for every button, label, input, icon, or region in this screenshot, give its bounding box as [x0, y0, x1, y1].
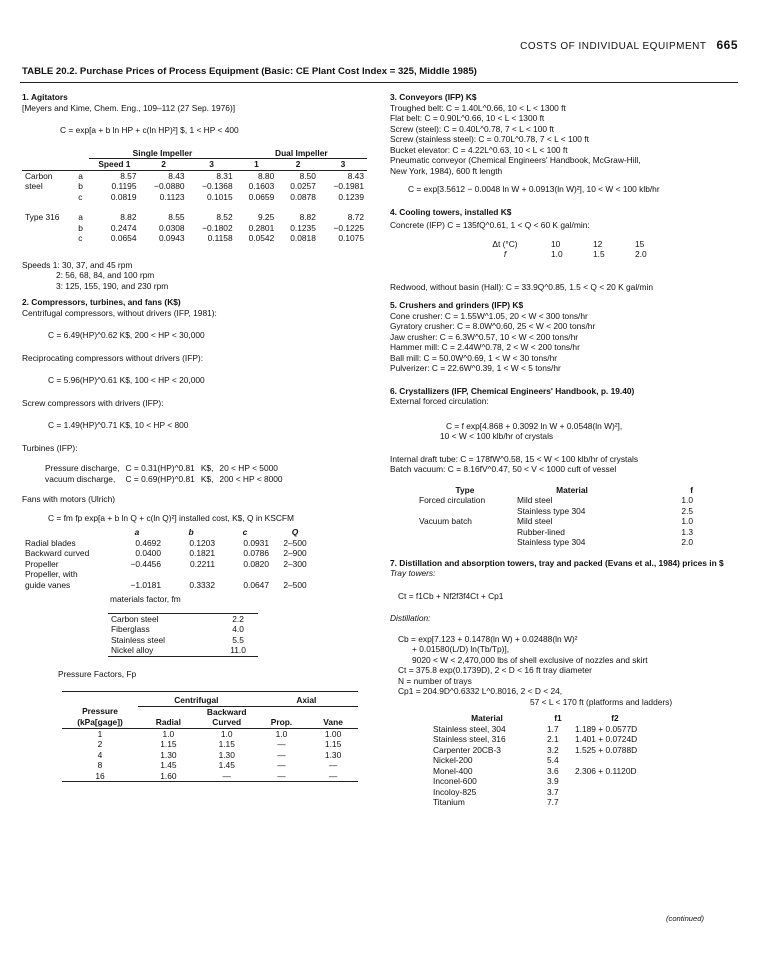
conveyor-line: Troughed belt: C = 1.40L^0.66, 10 < L < 1300 ft [390, 102, 566, 113]
table-cell: — [277, 749, 286, 760]
table-cell: 4.0 [232, 624, 244, 634]
mat-col: f2 [611, 713, 619, 723]
table-cell: 0.1203 [189, 537, 215, 548]
table-cell: 0.0659 [248, 191, 275, 202]
table-cell: 0.0819 [110, 191, 137, 202]
table-cell [110, 569, 164, 580]
materials-label: materials factor, fm [110, 594, 181, 604]
agitators-ref: [Meyers and Kime, Chem. Eng., 109–112 (27 Sep. 1976)] [22, 102, 236, 113]
f-value: 1.5 [593, 249, 605, 259]
single-impeller-header: Single Impeller [89, 148, 235, 159]
cb-line2: + 0.01580(L/D) ln(Tb/Tp)], [412, 644, 510, 654]
cryst-col: f [690, 484, 693, 495]
speeds-3: 3: 125, 155, 190, and 230 rpm [56, 280, 169, 291]
table-row [22, 223, 367, 234]
table-cell: a [78, 212, 83, 222]
running-header [520, 38, 738, 54]
mat-col: f1 [554, 713, 562, 723]
pneumatic-equation: C = exp[3.5612 − 0.0048 ln W + 0.0913(ln W)²], 10 < W < 100 klb/hr [408, 184, 660, 194]
table-cell: 0.2211 [190, 558, 215, 569]
table-cell [218, 569, 272, 580]
agitators-body [22, 170, 367, 244]
crusher-line: Ball mill: C = 50.0W^0.69, 1 < W < 30 tons/hr [390, 352, 558, 363]
table-row [430, 724, 658, 735]
screw-equation: C = 1.49(HP)^0.71 K$, 10 < HP < 800 [48, 420, 189, 430]
table-cell: 8 [97, 760, 103, 770]
table-cell: 8.82 [120, 212, 137, 222]
table-cell: 1.60 [160, 770, 177, 781]
table-cell: 1.401 + 0.0724D [575, 734, 638, 744]
table-cell: 1.0 [681, 516, 693, 526]
table-cell: 1.7 [547, 723, 559, 734]
table-cell: 0.1158 [207, 233, 233, 243]
table-title: TABLE 20.2. Purchase Prices of Process Equipment (Basic: CE Plant Cost Index = 325, Middle 1985) [22, 66, 477, 77]
table-cell: 3.2 [547, 744, 559, 755]
conveyor-lines [390, 103, 738, 177]
table-cell: 0.3332 [189, 579, 215, 590]
table-cell: 4 [97, 749, 103, 760]
table-cell: 1.45 [218, 760, 235, 770]
table-cell: 1.30 [218, 749, 235, 760]
axial-group: Axial [255, 692, 358, 707]
col-header: 1 [254, 159, 259, 169]
table-row [42, 463, 286, 474]
table-row [416, 527, 696, 538]
table-row [62, 728, 358, 739]
table-cell: Stainless steel, 304 [433, 723, 506, 734]
crusher-line: Jaw crusher: C = 6.3W^0.57, 10 < W < 200 tons/hr [390, 331, 579, 342]
table-cell: 3.6 [547, 765, 559, 776]
table-cell: — [222, 770, 231, 781]
centrifugal-label: Centrifugal compressors, without drivers (IFP, 1981): [22, 307, 217, 318]
table-cell: 1.525 + 0.0788D [575, 744, 638, 755]
crusher-line: Hammer mill: C = 2.44W^0.78, 2 < W < 200 tons/hr [390, 342, 580, 352]
table-cell: −0.1368 [202, 181, 233, 191]
table-cell: 1.30 [160, 749, 177, 760]
table-row [430, 797, 658, 808]
table-row [42, 474, 286, 485]
table-cell: 8.50 [299, 170, 316, 181]
page-number: 665 [716, 38, 738, 52]
table-cell: Mild steel [517, 495, 553, 505]
agitators-heading: 1. Agitators [22, 92, 68, 102]
table-cell: 0.1239 [338, 191, 364, 202]
table-cell: Nickel-200 [433, 755, 473, 765]
table-row [22, 580, 318, 591]
table-cell: 8.43 [168, 170, 185, 181]
table-cell: 1.00 [324, 728, 342, 739]
table-cell: 1 [97, 728, 103, 739]
table-cell: 1.15 [218, 739, 235, 749]
crystallizer-eq1: C = f exp[4.868 + 0.3092 ln W + 0.0548(ln W)²], [446, 420, 623, 431]
compressors-heading: 2. Compressors, turbines, and fans (K$) [22, 297, 181, 307]
table-cell [22, 192, 75, 203]
table-cell [416, 537, 514, 548]
crystallizers-heading: 6. Crystallizers (IFP, Chemical Engineers' Handbook, p. 19.40) [390, 385, 635, 396]
centrifugal-group: Centrifugal [138, 692, 255, 707]
fan-col: Q [291, 527, 299, 537]
table-row [430, 755, 658, 766]
right-column [390, 92, 738, 808]
table-cell: Vacuum batch [419, 516, 472, 526]
table-cell: Type 316 [25, 212, 60, 222]
table-cell [416, 506, 514, 517]
distillation-label: Distillation: [390, 613, 431, 623]
table-row [22, 181, 367, 192]
table-row [62, 771, 358, 782]
table-cell: Stainless type 304 [517, 537, 586, 547]
crystallizer-eq2: 10 < W < 100 klb/hr of crystals [440, 431, 554, 441]
table-cell: 2.0 [681, 537, 693, 547]
table-cell: 0.1235 [290, 222, 316, 233]
cb-line1: Cb = exp[7.123 + 0.1478(ln W) + 0.02488(ln W)² [398, 633, 578, 644]
fans-label: Fans with motors (Ulrich) [22, 494, 116, 504]
pf-head: Pressure (kPa[gage]) [77, 706, 123, 727]
table-cell: — [277, 760, 286, 770]
conveyor-line: Screw (steel): C = 0.40L^0.78, 7 < L < 100 ft [390, 123, 554, 134]
table-cell: K$, [200, 473, 214, 484]
table-cell: 2.1 [547, 734, 559, 744]
table-cell: 20 < HP < 5000 [219, 463, 278, 473]
dt-value: 15 [635, 238, 645, 249]
table-cell: Propeller [25, 558, 59, 569]
table-cell: 0.1075 [338, 233, 364, 243]
table-cell [416, 527, 514, 538]
table-row [22, 559, 318, 570]
pressure-table [62, 691, 358, 782]
recip-label: Reciprocating compressors without drivers (IFP): [22, 352, 204, 363]
fans-table [22, 527, 318, 590]
col-header: 2 [295, 159, 301, 169]
table-cell: Backward curved [25, 548, 90, 558]
table-cell [22, 223, 75, 234]
table-cell [572, 787, 658, 798]
table-cell: vacuum discharge, [45, 473, 116, 484]
table-cell: — [328, 770, 338, 781]
table-cell: Incoloy-825 [433, 786, 477, 797]
table-row [430, 787, 658, 798]
batch-line: Batch vacuum: C = 8.16fV^0.47, 50 < V < 1000 cuft of vessel [390, 464, 617, 474]
screw-label: Screw compressors with drivers (IFP): [22, 397, 164, 408]
fans-equation: C = fm fp exp[a + b ln Q + c(ln Q)²] installed cost, K$, Q in KSCFM [48, 512, 294, 523]
table-row [108, 624, 258, 635]
table-row [62, 750, 358, 761]
tray-equation: Ct = f1Cb + Nf2f3f4Ct + Cp1 [398, 590, 504, 601]
dual-impeller-header: Dual Impeller [236, 148, 367, 159]
table-cell: Radial blades [25, 537, 76, 548]
conveyors-heading: 3. Conveyors (IFP) K$ [390, 92, 477, 102]
table-cell: K$, [200, 463, 214, 473]
distillation-heading: 7. Distillation and absorption towers, tray and packed (Evans et al., 1984) prices in $ [390, 557, 724, 568]
table-row [430, 734, 658, 745]
agitators-table [22, 148, 367, 244]
table-cell: C = 0.69(HP)^0.81 [125, 473, 195, 484]
table-cell: — [277, 770, 286, 781]
crusher-line: Gyratory crusher: C = 8.0W^0.60, 25 < W < 200 tons/hr [390, 321, 596, 331]
table-row [22, 538, 318, 549]
table-row [430, 766, 658, 777]
table-row [416, 537, 696, 548]
crusher-line: Pulverizer: C = 22.6W^0.39, 1 < W < 5 tons/hr [390, 363, 561, 373]
dt-label: Δt (°C) [492, 238, 518, 249]
table-cell: Inconel-600 [433, 776, 477, 786]
table-cell: b [78, 181, 83, 191]
fan-col: c [242, 527, 248, 537]
table-row [430, 745, 658, 756]
cp2-line: 57 < L < 170 ft (platforms and ladders) [530, 696, 673, 707]
table-cell: 0.1015 [207, 191, 233, 202]
table-cell [572, 797, 658, 808]
pressure-label: Pressure Factors, Fp [58, 668, 137, 679]
table-cell: steel [25, 181, 43, 191]
table-cell: Nickel alloy [111, 645, 154, 655]
table-cell [272, 569, 318, 580]
table-row [22, 202, 367, 223]
table-cell: 0.0400 [135, 548, 161, 558]
tray-label: Tray towers: [390, 568, 436, 578]
table-cell: −0.1981 [333, 181, 364, 191]
table-row [416, 506, 696, 517]
recip-equation: C = 5.96(HP)^0.61 K$, 100 < HP < 20,000 [48, 375, 205, 385]
left-column [22, 92, 367, 782]
table-cell: 0.0308 [158, 222, 185, 233]
crusher-line: Cone crusher: C = 1.55W^1.05, 20 < W < 300 tons/hr [390, 310, 588, 321]
table-cell: Fiberglass [111, 624, 150, 634]
table-cell: c [78, 191, 83, 202]
table-cell: 0.0931 [243, 537, 269, 548]
table-row [62, 760, 358, 771]
centrifugal-equation: C = 6.49(HP)^0.62 K$, 200 < HP < 30,000 [48, 330, 205, 340]
table-cell: 200 < HP < 8000 [219, 473, 283, 484]
speeds-2: 2: 56, 68, 84, and 100 rpm [56, 270, 155, 280]
pf-head: Backward Curved [206, 706, 247, 727]
table-row [416, 516, 696, 527]
table-cell: Stainless type 304 [517, 505, 586, 516]
cryst-col: Type [455, 484, 475, 495]
table-cell: 0.0818 [290, 233, 316, 243]
table-cell: 1.30 [324, 749, 342, 760]
dt-value: 12 [593, 238, 603, 249]
cooling-heading: 4. Cooling towers, installed K$ [390, 206, 512, 217]
table-cell [164, 569, 218, 580]
table-cell: 0.0878 [290, 191, 316, 202]
table-cell: guide vanes [25, 579, 71, 590]
table-cell: Carbon [25, 170, 53, 181]
table-cell: −0.4456 [130, 558, 161, 569]
col-header: 3 [209, 159, 214, 169]
table-cell [572, 776, 658, 787]
table-row [430, 776, 658, 787]
table-cell: 0.1195 [111, 181, 137, 191]
table-cell: Titanium [433, 797, 465, 807]
table-cell: 1.15 [160, 739, 177, 749]
table-row [62, 739, 358, 750]
table-cell: 5.4 [547, 755, 559, 765]
table-cell: 3.7 [547, 786, 559, 797]
table-cell: Stainless steel [111, 634, 165, 645]
crusher-lines [390, 311, 738, 374]
table-row [108, 613, 258, 624]
table-cell: 3.9 [547, 776, 559, 786]
table-cell: 2–900 [283, 548, 307, 558]
table-row [22, 548, 318, 559]
conveyor-line: Flat belt: C = 0.90L^0.66, 10 < L < 1300 ft [390, 113, 545, 123]
table-row [22, 192, 367, 203]
col-header: 2 [161, 159, 166, 169]
table-cell: 1.0 [681, 495, 693, 505]
table-cell: 1.189 + 0.0577D [575, 723, 638, 734]
table-cell: 0.0654 [110, 233, 137, 243]
continued-note: (continued) [666, 914, 704, 923]
table-cell: 8.82 [299, 212, 316, 222]
table-cell: Carpenter 20CB-3 [433, 744, 501, 755]
fan-col: a [134, 527, 140, 537]
cp1-line: Cp1 = 204.9D^0.6332 L^0.8016, 2 < D < 24, [398, 686, 563, 696]
table-cell: Propeller, with [25, 569, 78, 579]
conveyor-line: New York, 1984), 600 ft length [390, 165, 503, 176]
table-cell: 0.1603 [248, 181, 275, 191]
col-header: 3 [340, 159, 346, 169]
table-cell: Monel-400 [433, 765, 473, 776]
table-cell: — [277, 739, 286, 749]
table-cell: 8.57 [120, 170, 137, 181]
table-cell: 0.0786 [243, 548, 269, 558]
f-value: 2.0 [635, 249, 647, 259]
table-row [22, 233, 367, 244]
cb-line3: 9020 < W < 2,470,000 lbs of shell exclusive of nozzles and skirt [412, 654, 648, 665]
crushers-heading: 5. Crushers and grinders (IFP) K$ [390, 300, 524, 310]
external-label: External forced circulation: [390, 396, 489, 406]
table-cell: 0.4692 [135, 537, 161, 548]
table-cell: 1.0 [220, 728, 233, 739]
fan-col: b [188, 527, 194, 537]
pf-head: Prop. [270, 717, 293, 727]
f-value: 1.0 [551, 249, 563, 259]
table-cell: Forced circulation [419, 495, 486, 505]
crystallizer-table [416, 485, 696, 548]
pf-head: Vane [323, 717, 343, 727]
table-cell: −0.0880 [154, 181, 185, 191]
table-cell: 2.306 + 0.1120D [575, 765, 637, 776]
table-cell: 2.2 [232, 613, 244, 624]
table-cell: 8.31 [216, 170, 233, 181]
table-cell: 0.0257 [290, 181, 316, 191]
table-cell: 2–500 [283, 579, 307, 590]
conveyor-line: Pneumatic conveyor (Chemical Engineers' Handbook, McGraw-Hill, [390, 155, 641, 165]
table-cell: 2 [97, 739, 103, 749]
table-cell: 5.5 [232, 634, 244, 645]
table-cell: 1.0 [275, 728, 288, 739]
table-cell: 0.1123 [159, 191, 185, 202]
table-row [22, 569, 318, 580]
table-cell: 7.7 [547, 797, 559, 807]
table-cell: 9.25 [257, 212, 275, 222]
table-cell [22, 233, 75, 244]
table-cell: 1.0 [162, 728, 175, 739]
table-cell: Mild steel [517, 516, 553, 526]
table-cell: 2.5 [681, 505, 693, 516]
mat-col: Material [471, 713, 503, 723]
table-cell: 0.2801 [248, 222, 275, 233]
table-cell: 2–500 [283, 537, 307, 548]
table-cell: C = 0.31(HP)^0.81 [125, 463, 195, 473]
table-cell: Rubber-lined [517, 526, 565, 537]
table-cell: 8.55 [168, 212, 185, 222]
dt-value: 10 [551, 238, 561, 249]
table-cell: 0.0647 [243, 579, 269, 590]
table-cell: 8.72 [347, 212, 364, 222]
cryst-col: Material [556, 484, 588, 495]
table-cell: b [78, 222, 83, 233]
table-cell: 8.52 [216, 212, 233, 222]
table-cell: 2–300 [283, 558, 307, 569]
table-cell: 1.3 [681, 526, 693, 537]
pf-head: Radial [155, 717, 181, 727]
turbines-label: Turbines (IFP): [22, 442, 78, 453]
internal-line: Internal draft tube: C = 178fW^0.58, 15 < W < 100 klb/hr of crystals [390, 453, 639, 464]
table-row [416, 495, 696, 506]
f-label: f [503, 249, 507, 259]
col-header: Speed 1 [98, 159, 131, 169]
table-row [108, 635, 258, 646]
distillation-material-table [430, 713, 658, 808]
table-cell: — [328, 760, 338, 770]
table-cell: c [78, 233, 83, 243]
ct-line: Ct = 375.8 exp(0.1739D), 2 < D < 16 ft tray diameter [398, 665, 592, 675]
table-cell: 11.0 [230, 645, 246, 655]
table-cell: 8.80 [257, 170, 275, 181]
table-cell: −1.0181 [130, 579, 161, 590]
table-row [108, 645, 258, 656]
table-cell: 1.45 [160, 760, 177, 770]
table-cell: 1.15 [324, 739, 342, 749]
table-cell: a [78, 170, 83, 181]
running-title: COSTS OF INDIVIDUAL EQUIPMENT [520, 41, 707, 52]
table-cell: 0.0820 [243, 558, 269, 569]
materials-table [108, 613, 258, 657]
table-cell: 8.43 [347, 170, 364, 181]
table-cell: 0.2474 [110, 222, 137, 233]
table-cell: 0.0542 [248, 233, 275, 243]
table-cell [572, 755, 658, 766]
conveyor-line: Bucket elevator: C = 4.22L^0.63, 10 < L < 100 ft [390, 144, 568, 155]
turbines-table [42, 463, 286, 484]
concrete-line: Concrete (IFP) C = 135fQ^0.61, 1 < Q < 60 K gal/min: [390, 220, 590, 230]
table-cell: 0.0943 [158, 233, 185, 243]
table-cell: −0.1225 [333, 222, 364, 233]
table-cell: 16 [95, 770, 105, 781]
agitators-formula: C = exp[a + b ln HP + c(ln HP)²] $, 1 < HP < 400 [60, 125, 239, 135]
table-row [22, 170, 367, 181]
table-cell: Carbon steel [111, 613, 159, 624]
redwood-line: Redwood, without basin (Hall): C = 33.9Q^0.85, 1.5 < Q < 20 K gal/min [390, 281, 653, 292]
conveyor-line: Screw (stainless steel): C = 0.70L^0.78, 7 < L < 100 ft [390, 134, 589, 144]
title-rule [20, 82, 738, 83]
n-line: N = number of trays [398, 675, 472, 686]
table-cell: 0.1821 [189, 548, 215, 558]
table-cell: Pressure discharge, [45, 463, 120, 473]
table-cell: Stainless steel, 316 [433, 734, 506, 744]
cooling-table [462, 239, 674, 260]
speeds-1: Speeds 1: 30, 37, and 45 rpm [22, 259, 133, 270]
table-cell: −0.1802 [202, 222, 233, 233]
